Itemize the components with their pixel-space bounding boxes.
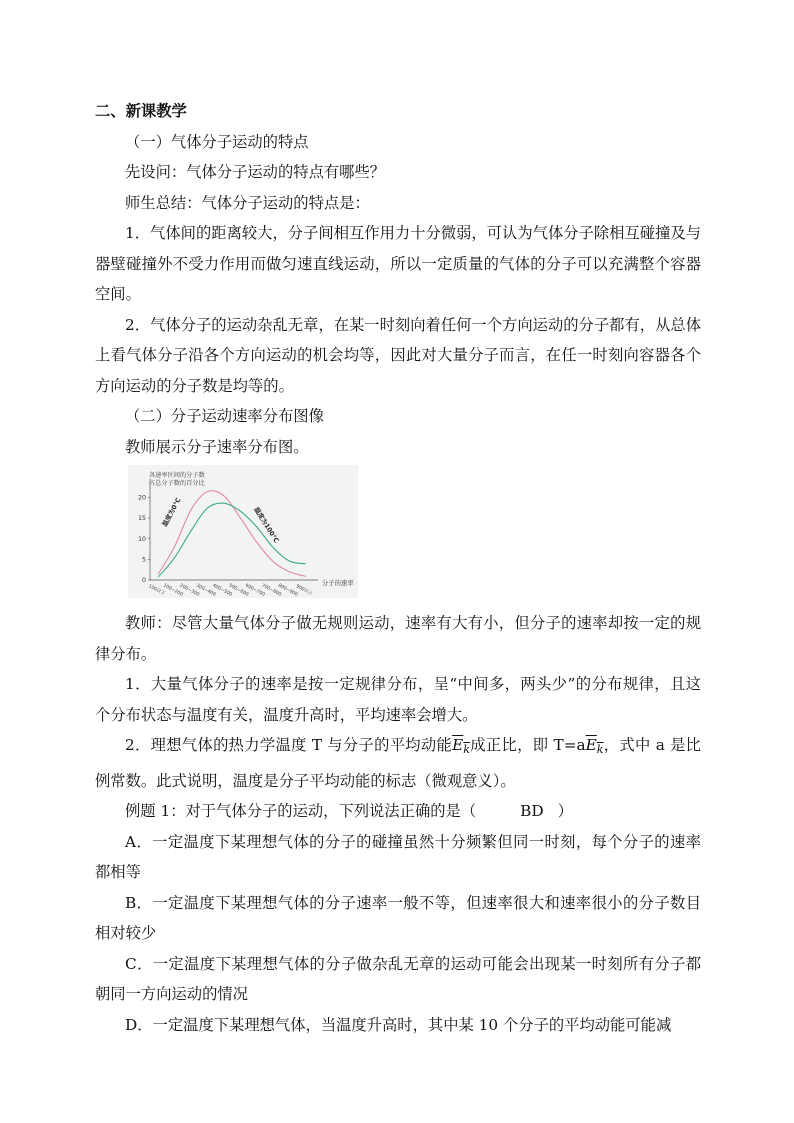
example-question: [95, 796, 701, 827]
summary-paragraph: 师生总结：气体分子运动的特点是：: [125, 193, 370, 212]
x-tick-label: 300~400: [195, 583, 217, 598]
section-title: 二、新课教学: [95, 102, 187, 120]
point-2-paragraph: 2．气体分子的运动杂乱无章，在某一时刻向着任何一个方向运动的分子都有，从总体上看气体分子沿各个方向运动的机会均等，因此对大量分子而言，在任一时刻向容器各个方向运动的分子数是均等的。: [95, 315, 701, 395]
teacher-note-paragraph: 教师：尽管大量气体分子做无规则运动，速率有大有小，但分子的速率却按一定的规律分布。: [95, 614, 701, 663]
point-1-paragraph: 1．气体间的距离较大，分子间相互作用力十分微弱，可认为气体分子除相互碰撞及与器壁碰撞外不受力作用而做匀速直线运动，所以一定质量的气体的分子可以充满整个容器空间。: [95, 224, 701, 303]
option-a: A．一定温度下某理想气体的分子的碰撞虽然十分频繁但同一时刻，每个分子的速率都相等: [95, 832, 701, 881]
speed-distribution-chart: [128, 465, 358, 598]
chart-title-line-2: 占总分子数的百分比: [149, 480, 205, 487]
example-prefix: 例题 1：对于气体分子的运动，下列说法正确的是（: [125, 802, 477, 820]
x-tick-label: 900以上: [294, 584, 314, 597]
average-kinetic-energy-symbol-2: Ek: [585, 736, 604, 756]
rule-2-paragraph: [95, 730, 701, 796]
option-d: D．一定温度下某理想气体，当温度升高时，其中某 10 个分子的平均动能可能减: [125, 1015, 672, 1034]
average-kinetic-energy-symbol: Ek: [452, 736, 470, 756]
x-tick-label: 100以下: [147, 584, 166, 597]
x-tick-label: 200~300: [178, 583, 200, 598]
subsection-title-1: （一）气体分子运动的特点: [125, 132, 309, 151]
chart-title-line-1: 各速率区间的分子数: [149, 472, 205, 479]
series-label-0c: 温度为0℃: [160, 496, 183, 528]
x-tick-label: 700~800: [260, 583, 282, 598]
y-tick-label: 10: [137, 535, 146, 543]
rule-2-text-c: ，式中 a 是比例常数。此式说明，温度是分子平均动能的标志（微观意义）。: [95, 736, 701, 790]
x-tick-label: 500~600: [227, 583, 250, 598]
document-page: [95, 96, 701, 1040]
example-answer: BD: [520, 802, 544, 820]
question-paragraph: 先设问：气体分子运动的特点有哪些？: [125, 163, 386, 181]
series-label-100c: 温度为100℃: [252, 505, 281, 545]
teacher-show-paragraph: 教师展示分子速率分布图。: [125, 437, 309, 456]
y-tick-label: 5: [141, 556, 146, 564]
rule-1-paragraph: 1．大量气体分子的速率是按一定规律分布，呈“中间多，两头少”的分布规律，且这个分布状态与温度有关，温度升高时，平均速率会增大。: [95, 675, 701, 724]
x-tick-label: 600~700: [244, 583, 266, 598]
rule-2-text-a: 2．理想气体的热力学温度 T 与分子的平均动能: [125, 736, 453, 754]
subsection-title-2: （二）分子运动速率分布图像: [125, 407, 324, 425]
x-tick-label: 400~500: [211, 583, 233, 598]
y-tick-label: 20: [137, 494, 146, 502]
y-tick-label: 15: [137, 515, 146, 523]
y-tick-label: 0: [141, 577, 146, 585]
speed-distribution-figure: [128, 465, 358, 598]
option-c: C．一定温度下某理想气体的分子做杂乱无章的运动可能会出现某一时刻所有分子都朝同一方向运动的情况: [95, 954, 701, 1003]
x-tick-label: 800~900: [277, 583, 299, 598]
example-suffix: ）: [557, 802, 573, 820]
x-tick-label: 100~200: [162, 583, 184, 598]
option-b: B．一定温度下某理想气体的分子速率一般不等，但速率很大和速率很小的分子数目相对较少: [95, 893, 701, 942]
rule-2-text-b: 成正比，即 T=a: [469, 736, 586, 754]
x-axis-label: 分子的速率: [322, 580, 354, 587]
